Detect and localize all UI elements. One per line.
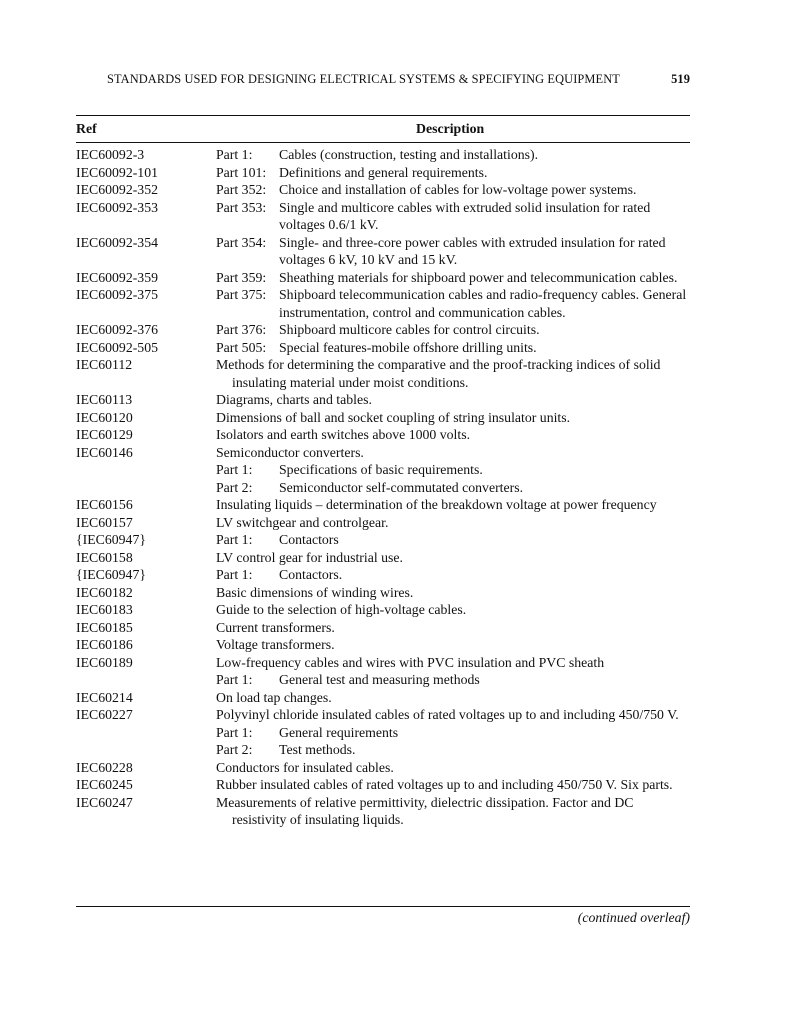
description-cell: Definitions and general requirements. [279,164,488,180]
description-cell: Low-frequency cables and wires with PVC insulation and PVC sheath [216,654,605,670]
part-label: Part 1: [216,724,253,740]
ref-cell: IEC60185 [76,619,133,635]
ref-cell: IEC60186 [76,637,133,652]
table-row [76,356,690,391]
description-cell: Current transformers. [216,619,335,635]
ref-cell: IEC60245 [76,777,133,792]
part-label: Part 1: [216,147,253,162]
description-cell: Special features-mobile offshore drilling units. [279,339,537,355]
part-label: Part 376: [216,322,267,337]
table-row [76,426,690,444]
column-header-description: Description [416,121,485,136]
description-cell: Single- and three-core power cables with extruded insulation for rated voltages 6 kV, 10 kV and 15 kV. [279,234,666,267]
table-row [76,759,690,777]
ref-cell: IEC60228 [76,759,133,775]
table-row [76,741,690,759]
table-bottom-rule [76,906,690,907]
description-cell: Contactors. [279,567,343,582]
ref-cell: IEC60158 [76,549,133,565]
table-row [76,671,690,689]
description-cell: Isolators and earth switches above 1000 volts. [216,427,471,442]
ref-cell: IEC60129 [76,427,133,442]
ref-cell: IEC60092-353 [76,199,159,215]
description-cell: Basic dimensions of winding wires. [216,584,414,600]
description-cell: Cables (construction, testing and installations). [279,147,539,162]
description-cell: Voltage transformers. [216,637,335,652]
table-row [76,549,690,567]
ref-cell: IEC60214 [76,689,133,705]
description-cell: Diagrams, charts and tables. [216,392,372,407]
description-cell: Polyvinyl chloride insulated cables of rated voltages up to and including 450/750 V. [216,707,679,722]
description-cell: Contactors [279,532,339,547]
ref-cell: IEC60092-354 [76,234,159,250]
running-header-title: STANDARDS USED FOR DESIGNING ELECTRICAL SYSTEMS & SPECIFYING EQUIPMENT [107,72,620,86]
table-row [76,199,690,234]
description-cell: LV switchgear and controlgear. [216,514,389,530]
table-row [76,444,690,462]
part-label: Part 375: [216,287,267,302]
description-cell: Semiconductor self-commutated converters. [279,479,524,495]
ref-cell: IEC60182 [76,584,133,600]
part-label: Part 1: [216,567,253,582]
ref-cell: {IEC60947} [76,567,146,582]
table-row [76,566,690,584]
table-row [76,269,690,287]
table-row [76,391,690,409]
description-cell: Specifications of basic requirements. [279,462,483,477]
table-row [76,531,690,549]
part-label: Part 2: [216,479,253,495]
table-row [76,601,690,619]
part-label: Part 1: [216,672,253,687]
ref-cell: IEC60156 [76,497,133,512]
table-header-rule [76,142,690,143]
description-cell: Test methods. [279,742,356,757]
description-cell: On load tap changes. [216,689,332,705]
table-row [76,479,690,497]
ref-cell: IEC60189 [76,654,133,670]
table-row [76,514,690,532]
table-row [76,146,690,164]
table-row [76,409,690,427]
table-row [76,706,690,724]
part-label: Part 352: [216,182,267,197]
table-row [76,654,690,672]
description-cell: Conductors for insulated cables. [216,759,394,775]
table-row [76,724,690,742]
ref-cell: IEC60157 [76,514,133,530]
part-label: Part 354: [216,234,267,250]
ref-cell: IEC60092-3 [76,147,145,162]
table-row [76,234,690,269]
part-label: Part 1: [216,462,253,477]
description-cell: Choice and installation of cables for low-voltage power systems. [279,182,637,197]
ref-cell: IEC60113 [76,392,133,407]
table-row [76,321,690,339]
description-cell: Guide to the selection of high-voltage cables. [216,602,467,617]
description-cell: Dimensions of ball and socket coupling of string insulator units. [216,409,571,425]
ref-cell: IEC60092-359 [76,269,159,285]
standards-table-body [76,146,690,829]
ref-cell: IEC60112 [76,357,133,372]
part-label: Part 505: [216,339,267,355]
table-row [76,286,690,321]
ref-cell: IEC60092-352 [76,182,159,197]
ref-cell: IEC60092-375 [76,287,159,302]
part-label: Part 359: [216,269,267,285]
description-cell: Rubber insulated cables of rated voltages up to and including 450/750 V. Six parts. [216,777,673,792]
table-row [76,339,690,357]
table-row [76,776,690,794]
description-cell: General test and measuring methods [279,672,480,687]
description-cell: General requirements [279,724,399,740]
part-label: Part 2: [216,742,253,757]
ref-cell: IEC60120 [76,409,133,425]
ref-cell: IEC60183 [76,602,133,617]
ref-cell: IEC60092-505 [76,339,159,355]
table-row [76,496,690,514]
description-cell: Methods for determining the comparative and the proof-tracking indices of solid insulating material under moist conditions. [216,357,661,390]
ref-cell: IEC60146 [76,444,133,460]
ref-cell: IEC60092-376 [76,322,159,337]
ref-cell: IEC60227 [76,707,133,722]
continued-note: (continued overleaf) [577,910,690,925]
part-label: Part 1: [216,532,253,547]
column-header-ref: Ref [76,121,97,136]
page-number: 519 [671,72,690,86]
table-row [76,689,690,707]
description-cell: Insulating liquids – determination of the breakdown voltage at power frequency [216,497,657,512]
table-row [76,619,690,637]
table-row [76,794,690,829]
table-row [76,181,690,199]
ref-cell: IEC60092-101 [76,164,159,180]
ref-cell: IEC60247 [76,794,133,810]
part-label: Part 101: [216,164,267,180]
table-top-rule [76,115,690,116]
table-row [76,584,690,602]
table-row [76,461,690,479]
description-cell: Shipboard telecommunication cables and radio-frequency cables. General instrumentation, control and communication cables. [279,287,687,320]
table-row [76,164,690,182]
part-label: Part 353: [216,199,267,215]
description-cell: Single and multicore cables with extruded solid insulation for rated voltages 0.6/1 kV. [279,199,651,232]
ref-cell: {IEC60947} [76,532,146,547]
description-cell: LV control gear for industrial use. [216,549,403,565]
table-row [76,636,690,654]
description-cell: Shipboard multicore cables for control circuits. [279,322,540,337]
description-cell: Measurements of relative permittivity, dielectric dissipation. Factor and DC resistivity of insulating liquids. [216,794,634,827]
description-cell: Sheathing materials for shipboard power and telecommunication cables. [279,269,678,285]
description-cell: Semiconductor converters. [216,444,364,460]
